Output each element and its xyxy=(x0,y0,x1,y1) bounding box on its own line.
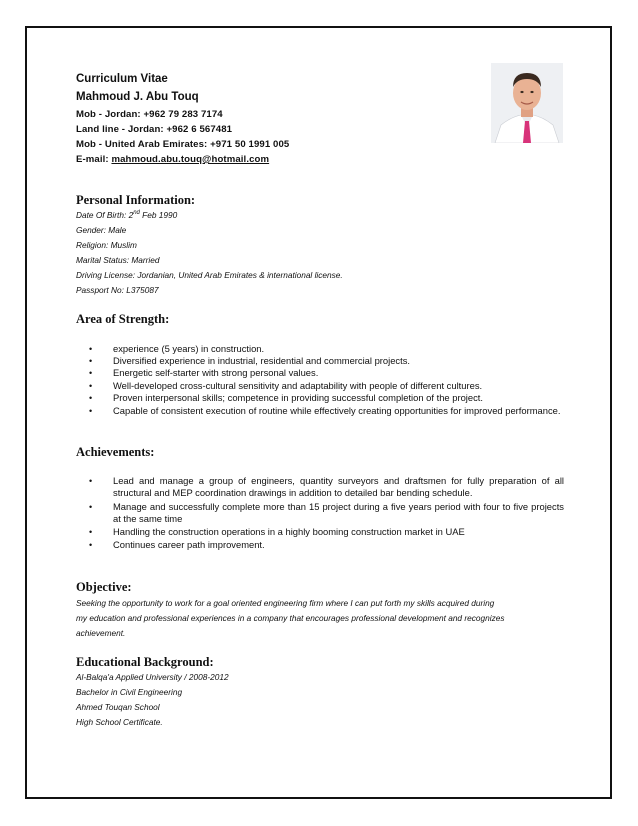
cv-title: Curriculum Vitae xyxy=(76,73,168,85)
list-item: • Manage and successfully complete more than 15 project during a five years period with four to five projects at the same time xyxy=(89,501,564,525)
email-line xyxy=(76,154,269,165)
education-heading: Educational Background: xyxy=(76,655,214,669)
objective-line-3: achievement. xyxy=(76,628,126,638)
personal-info-heading: Personal Information: xyxy=(76,193,196,207)
email-label: E-mail: xyxy=(76,154,109,165)
date-of-birth: Date Of Birth: 2nd Feb 1990 xyxy=(76,210,178,220)
objective-heading: Objective: xyxy=(76,580,132,594)
achievements-heading: Achievements: xyxy=(76,445,155,459)
list-item: • Handling the construction operations in a highly booming construction market in UAE xyxy=(89,526,465,537)
list-item: • Proven interpersonal skills; competence in providing successful completion of the project. xyxy=(89,392,483,403)
list-item: • Lead and manage a group of engineers, quantity surveyors and draftsmen for fully preparation of all structural and MEP coordination drawings in addition to detailed bar bending schedule. xyxy=(89,475,564,499)
landline-jordan: Land line - Jordan: +962 6 567481 xyxy=(76,124,233,135)
list-item: • Energetic self-starter with strong personal values. xyxy=(89,367,319,378)
gender: Gender: Male xyxy=(76,225,127,235)
passport-number: Passport No: L375087 xyxy=(76,285,159,295)
degree: Bachelor in Civil Engineering xyxy=(76,687,183,697)
objective-line-1: Seeking the opportunity to work for a goal oriented engineering firm where I can put forth my skills acquired during xyxy=(76,598,495,608)
email-link[interactable]: mahmoud.abu.touq@hotmail.com xyxy=(111,154,270,165)
mobile-jordan: Mob - Jordan: +962 79 283 7174 xyxy=(76,109,223,120)
list-item: • Continues career path improvement. xyxy=(89,539,265,550)
profile-photo xyxy=(491,63,563,143)
religion: Religion: Muslim xyxy=(76,240,137,250)
school: Ahmed Touqan School xyxy=(76,702,160,712)
list-item: • Well-developed cross-cultural sensitivity and adaptability with people of different cultures. xyxy=(89,380,483,391)
mobile-uae: Mob - United Arab Emirates: +971 50 1991 005 xyxy=(76,139,290,150)
strength-heading: Area of Strength: xyxy=(76,312,170,326)
objective-line-2: my education and professional experiences in a company that encourages professional development and recognizes xyxy=(76,613,505,623)
university: Al-Balqa'a Applied University / 2008-2012 xyxy=(76,672,229,682)
school-certificate: High School Certificate. xyxy=(76,717,163,727)
list-item: • Diversified experience in industrial, residential and commercial projects. xyxy=(89,355,411,366)
marital-status: Marital Status: Married xyxy=(76,255,160,265)
person-portrait-icon xyxy=(491,63,563,143)
candidate-name: Mahmoud J. Abu Touq xyxy=(76,91,199,103)
list-item: • experience (5 years) in construction. xyxy=(89,343,265,354)
list-item: • Capable of consistent execution of routine while effectively creating opportunities for improved performance. xyxy=(89,405,561,416)
driving-license: Driving License: Jordanian, United Arab Emirates & international license. xyxy=(76,270,343,280)
